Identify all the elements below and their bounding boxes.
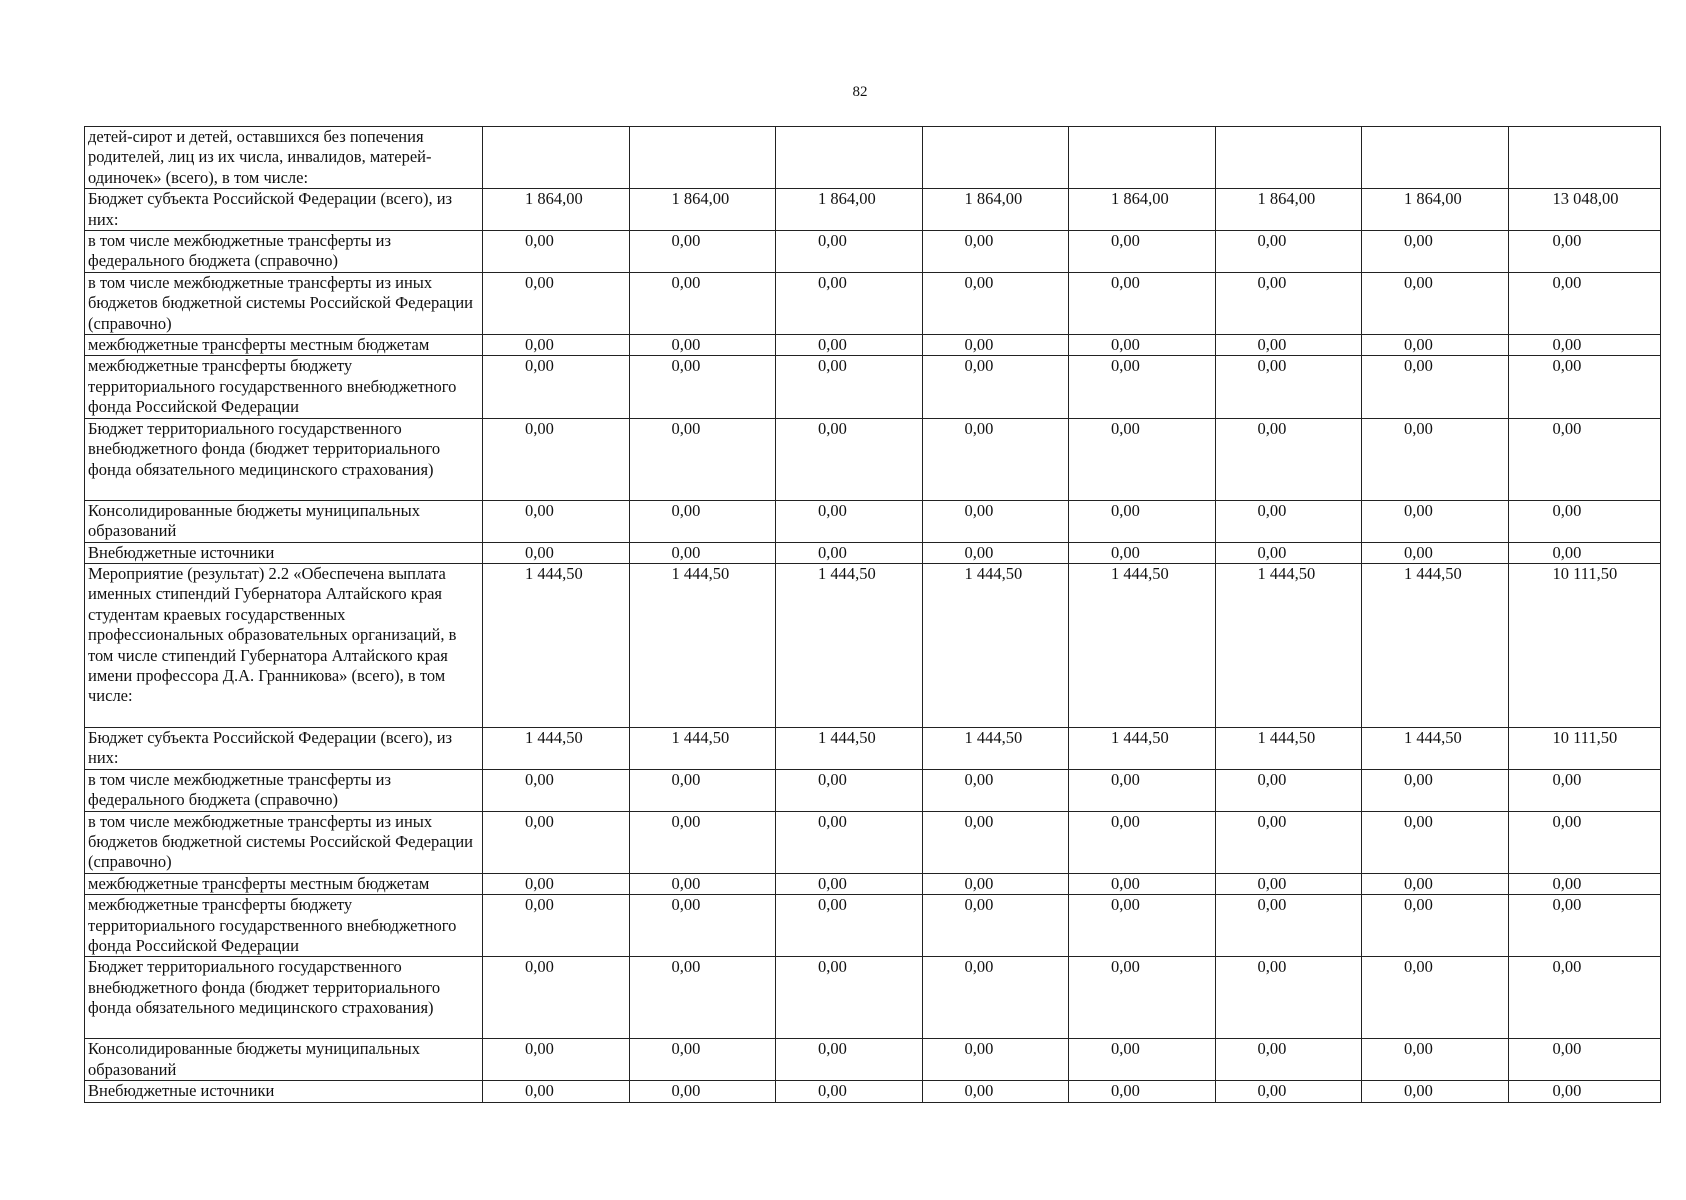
value-cell: 0,00 bbox=[776, 231, 923, 273]
value-cell: 0,00 bbox=[1069, 542, 1216, 563]
total-cell: 10 111,50 bbox=[1508, 727, 1661, 769]
value-cell: 0,00 bbox=[1362, 500, 1509, 542]
value-cell: 0,00 bbox=[1362, 272, 1509, 334]
value-cell: 1 444,50 bbox=[629, 563, 776, 727]
value-cell: 0,00 bbox=[1362, 1039, 1509, 1081]
value-cell: 0,00 bbox=[1069, 418, 1216, 500]
total-cell: 0,00 bbox=[1508, 356, 1661, 418]
value-cell: 0,00 bbox=[922, 895, 1069, 957]
total-cell bbox=[1508, 127, 1661, 189]
value-cell: 0,00 bbox=[1362, 418, 1509, 500]
row-label: в том числе межбюджетные трансферты из иных бюджетов бюджетной системы Российской Федерации (справочно) bbox=[85, 811, 483, 873]
row-label: межбюджетные трансферты бюджету территориального государственного внебюджетного фонда Российской Федерации bbox=[85, 356, 483, 418]
table-row bbox=[85, 542, 1661, 563]
value-cell: 0,00 bbox=[629, 500, 776, 542]
value-cell: 0,00 bbox=[922, 957, 1069, 1039]
value-cell: 0,00 bbox=[483, 873, 630, 894]
value-cell: 0,00 bbox=[629, 769, 776, 811]
table-row bbox=[85, 127, 1661, 189]
table-row bbox=[85, 957, 1661, 1039]
value-cell: 0,00 bbox=[629, 231, 776, 273]
value-cell: 1 864,00 bbox=[1215, 189, 1362, 231]
row-label: межбюджетные трансферты местным бюджетам bbox=[85, 335, 483, 356]
value-cell: 0,00 bbox=[1215, 1039, 1362, 1081]
value-cell: 1 444,50 bbox=[776, 727, 923, 769]
row-label: Бюджет территориального государственного внебюджетного фонда (бюджет территориального фонда обязательного медицинского страхования) bbox=[85, 418, 483, 500]
row-label: межбюджетные трансферты местным бюджетам bbox=[85, 873, 483, 894]
value-cell: 0,00 bbox=[776, 418, 923, 500]
value-cell: 1 444,50 bbox=[1069, 563, 1216, 727]
row-label: Мероприятие (результат) 2.2 «Обеспечена выплата именных стипендий Губернатора Алтайского края студентам краевых государственных профессиональных образовательных организаций, в том числе стипендий Губернатора Алтайского края имени профессора Д.А. Гранникова» (всего), в том числе: bbox=[85, 563, 483, 727]
value-cell bbox=[483, 127, 630, 189]
total-cell: 0,00 bbox=[1508, 895, 1661, 957]
table-row bbox=[85, 895, 1661, 957]
value-cell: 0,00 bbox=[1362, 873, 1509, 894]
value-cell: 0,00 bbox=[1215, 542, 1362, 563]
value-cell: 0,00 bbox=[776, 1081, 923, 1102]
value-cell: 1 444,50 bbox=[922, 727, 1069, 769]
value-cell: 0,00 bbox=[1069, 335, 1216, 356]
value-cell: 1 864,00 bbox=[1362, 189, 1509, 231]
value-cell: 0,00 bbox=[1069, 769, 1216, 811]
value-cell: 0,00 bbox=[1362, 769, 1509, 811]
value-cell: 1 444,50 bbox=[483, 727, 630, 769]
value-cell: 0,00 bbox=[629, 418, 776, 500]
value-cell bbox=[629, 127, 776, 189]
table-row bbox=[85, 356, 1661, 418]
value-cell: 0,00 bbox=[1069, 811, 1216, 873]
row-label: Бюджет субъекта Российской Федерации (всего), из них: bbox=[85, 189, 483, 231]
value-cell: 1 444,50 bbox=[629, 727, 776, 769]
value-cell: 1 444,50 bbox=[776, 563, 923, 727]
value-cell: 0,00 bbox=[629, 811, 776, 873]
value-cell: 0,00 bbox=[1069, 356, 1216, 418]
table-row bbox=[85, 272, 1661, 334]
value-cell: 0,00 bbox=[1215, 272, 1362, 334]
value-cell: 0,00 bbox=[629, 1039, 776, 1081]
table-row bbox=[85, 189, 1661, 231]
row-label: Внебюджетные источники bbox=[85, 542, 483, 563]
value-cell bbox=[1069, 127, 1216, 189]
value-cell: 0,00 bbox=[1362, 231, 1509, 273]
value-cell bbox=[1215, 127, 1362, 189]
value-cell: 0,00 bbox=[1215, 1081, 1362, 1102]
value-cell: 0,00 bbox=[1362, 811, 1509, 873]
value-cell: 1 444,50 bbox=[1362, 727, 1509, 769]
budget-table-body bbox=[85, 127, 1661, 1103]
value-cell: 0,00 bbox=[629, 873, 776, 894]
value-cell: 0,00 bbox=[922, 769, 1069, 811]
value-cell: 0,00 bbox=[1362, 335, 1509, 356]
value-cell: 0,00 bbox=[483, 231, 630, 273]
value-cell: 0,00 bbox=[922, 272, 1069, 334]
table-row bbox=[85, 231, 1661, 273]
value-cell: 1 444,50 bbox=[1215, 563, 1362, 727]
value-cell: 0,00 bbox=[922, 500, 1069, 542]
value-cell: 0,00 bbox=[629, 895, 776, 957]
value-cell bbox=[776, 127, 923, 189]
value-cell: 0,00 bbox=[483, 500, 630, 542]
row-label: детей-сирот и детей, оставшихся без попечения родителей, лиц из их числа, инвалидов, матерей-одиночек» (всего), в том числе: bbox=[85, 127, 483, 189]
total-cell: 10 111,50 bbox=[1508, 563, 1661, 727]
row-label: Бюджет территориального государственного внебюджетного фонда (бюджет территориального фонда обязательного медицинского страхования) bbox=[85, 957, 483, 1039]
table-row bbox=[85, 418, 1661, 500]
value-cell: 0,00 bbox=[483, 957, 630, 1039]
value-cell: 0,00 bbox=[1215, 335, 1362, 356]
total-cell: 13 048,00 bbox=[1508, 189, 1661, 231]
total-cell: 0,00 bbox=[1508, 957, 1661, 1039]
value-cell: 0,00 bbox=[1215, 957, 1362, 1039]
value-cell: 0,00 bbox=[922, 335, 1069, 356]
value-cell: 0,00 bbox=[776, 1039, 923, 1081]
row-label: в том числе межбюджетные трансферты из иных бюджетов бюджетной системы Российской Федерации (справочно) bbox=[85, 272, 483, 334]
value-cell: 0,00 bbox=[776, 272, 923, 334]
value-cell: 0,00 bbox=[922, 356, 1069, 418]
value-cell: 0,00 bbox=[1069, 1039, 1216, 1081]
value-cell: 0,00 bbox=[776, 873, 923, 894]
value-cell: 0,00 bbox=[1215, 769, 1362, 811]
value-cell: 0,00 bbox=[1069, 231, 1216, 273]
value-cell: 0,00 bbox=[629, 335, 776, 356]
value-cell: 1 864,00 bbox=[629, 189, 776, 231]
value-cell: 0,00 bbox=[776, 811, 923, 873]
value-cell: 0,00 bbox=[922, 1039, 1069, 1081]
total-cell: 0,00 bbox=[1508, 231, 1661, 273]
table-row bbox=[85, 500, 1661, 542]
value-cell: 0,00 bbox=[483, 769, 630, 811]
value-cell: 0,00 bbox=[483, 356, 630, 418]
value-cell bbox=[922, 127, 1069, 189]
value-cell: 0,00 bbox=[483, 895, 630, 957]
value-cell: 0,00 bbox=[483, 542, 630, 563]
value-cell: 0,00 bbox=[1362, 356, 1509, 418]
value-cell: 0,00 bbox=[629, 542, 776, 563]
row-label: в том числе межбюджетные трансферты из федерального бюджета (справочно) bbox=[85, 769, 483, 811]
value-cell: 0,00 bbox=[1069, 895, 1216, 957]
value-cell: 0,00 bbox=[922, 418, 1069, 500]
table-row bbox=[85, 873, 1661, 894]
total-cell: 0,00 bbox=[1508, 335, 1661, 356]
row-label: Внебюджетные источники bbox=[85, 1081, 483, 1102]
value-cell: 0,00 bbox=[922, 231, 1069, 273]
total-cell: 0,00 bbox=[1508, 500, 1661, 542]
value-cell: 0,00 bbox=[776, 356, 923, 418]
value-cell: 0,00 bbox=[776, 500, 923, 542]
value-cell: 1 444,50 bbox=[1069, 727, 1216, 769]
value-cell: 1 864,00 bbox=[922, 189, 1069, 231]
total-cell: 0,00 bbox=[1508, 418, 1661, 500]
table-row bbox=[85, 1039, 1661, 1081]
value-cell: 1 444,50 bbox=[1362, 563, 1509, 727]
value-cell bbox=[1362, 127, 1509, 189]
row-label: Бюджет субъекта Российской Федерации (всего), из них: bbox=[85, 727, 483, 769]
value-cell: 0,00 bbox=[1215, 500, 1362, 542]
value-cell: 0,00 bbox=[483, 418, 630, 500]
value-cell: 0,00 bbox=[629, 356, 776, 418]
value-cell: 0,00 bbox=[776, 542, 923, 563]
value-cell: 0,00 bbox=[1069, 957, 1216, 1039]
value-cell: 0,00 bbox=[922, 542, 1069, 563]
value-cell: 1 864,00 bbox=[1069, 189, 1216, 231]
value-cell: 0,00 bbox=[629, 1081, 776, 1102]
budget-table bbox=[84, 126, 1661, 1103]
value-cell: 0,00 bbox=[483, 811, 630, 873]
table-row bbox=[85, 727, 1661, 769]
value-cell: 0,00 bbox=[483, 335, 630, 356]
value-cell: 0,00 bbox=[776, 957, 923, 1039]
value-cell: 1 444,50 bbox=[922, 563, 1069, 727]
value-cell: 1 444,50 bbox=[1215, 727, 1362, 769]
value-cell: 0,00 bbox=[776, 335, 923, 356]
total-cell: 0,00 bbox=[1508, 811, 1661, 873]
value-cell: 0,00 bbox=[1215, 356, 1362, 418]
value-cell: 0,00 bbox=[922, 811, 1069, 873]
row-label: в том числе межбюджетные трансферты из федерального бюджета (справочно) bbox=[85, 231, 483, 273]
total-cell: 0,00 bbox=[1508, 1039, 1661, 1081]
value-cell: 1 864,00 bbox=[776, 189, 923, 231]
value-cell: 0,00 bbox=[1362, 1081, 1509, 1102]
total-cell: 0,00 bbox=[1508, 873, 1661, 894]
row-label: Консолидированные бюджеты муниципальных образований bbox=[85, 500, 483, 542]
value-cell: 0,00 bbox=[1069, 1081, 1216, 1102]
row-label: межбюджетные трансферты бюджету территориального государственного внебюджетного фонда Российской Федерации bbox=[85, 895, 483, 957]
value-cell: 0,00 bbox=[1215, 811, 1362, 873]
value-cell: 0,00 bbox=[1362, 895, 1509, 957]
value-cell: 0,00 bbox=[776, 769, 923, 811]
page-number: 82 bbox=[852, 84, 868, 100]
total-cell: 0,00 bbox=[1508, 769, 1661, 811]
total-cell: 0,00 bbox=[1508, 1081, 1661, 1102]
value-cell: 0,00 bbox=[1362, 542, 1509, 563]
value-cell: 0,00 bbox=[1069, 500, 1216, 542]
value-cell: 0,00 bbox=[629, 272, 776, 334]
value-cell: 0,00 bbox=[922, 1081, 1069, 1102]
value-cell: 0,00 bbox=[483, 272, 630, 334]
value-cell: 0,00 bbox=[1069, 873, 1216, 894]
value-cell: 0,00 bbox=[483, 1039, 630, 1081]
value-cell: 0,00 bbox=[922, 873, 1069, 894]
row-label: Консолидированные бюджеты муниципальных образований bbox=[85, 1039, 483, 1081]
value-cell: 1 444,50 bbox=[483, 563, 630, 727]
table-row bbox=[85, 811, 1661, 873]
value-cell: 0,00 bbox=[1215, 231, 1362, 273]
value-cell: 0,00 bbox=[1215, 873, 1362, 894]
value-cell: 0,00 bbox=[1069, 272, 1216, 334]
value-cell: 1 864,00 bbox=[483, 189, 630, 231]
table-row bbox=[85, 563, 1661, 727]
value-cell: 0,00 bbox=[1215, 418, 1362, 500]
value-cell: 0,00 bbox=[1362, 957, 1509, 1039]
total-cell: 0,00 bbox=[1508, 542, 1661, 563]
value-cell: 0,00 bbox=[776, 895, 923, 957]
table-row bbox=[85, 335, 1661, 356]
value-cell: 0,00 bbox=[629, 957, 776, 1039]
table-row bbox=[85, 769, 1661, 811]
value-cell: 0,00 bbox=[483, 1081, 630, 1102]
total-cell: 0,00 bbox=[1508, 272, 1661, 334]
value-cell: 0,00 bbox=[1215, 895, 1362, 957]
table-row bbox=[85, 1081, 1661, 1102]
